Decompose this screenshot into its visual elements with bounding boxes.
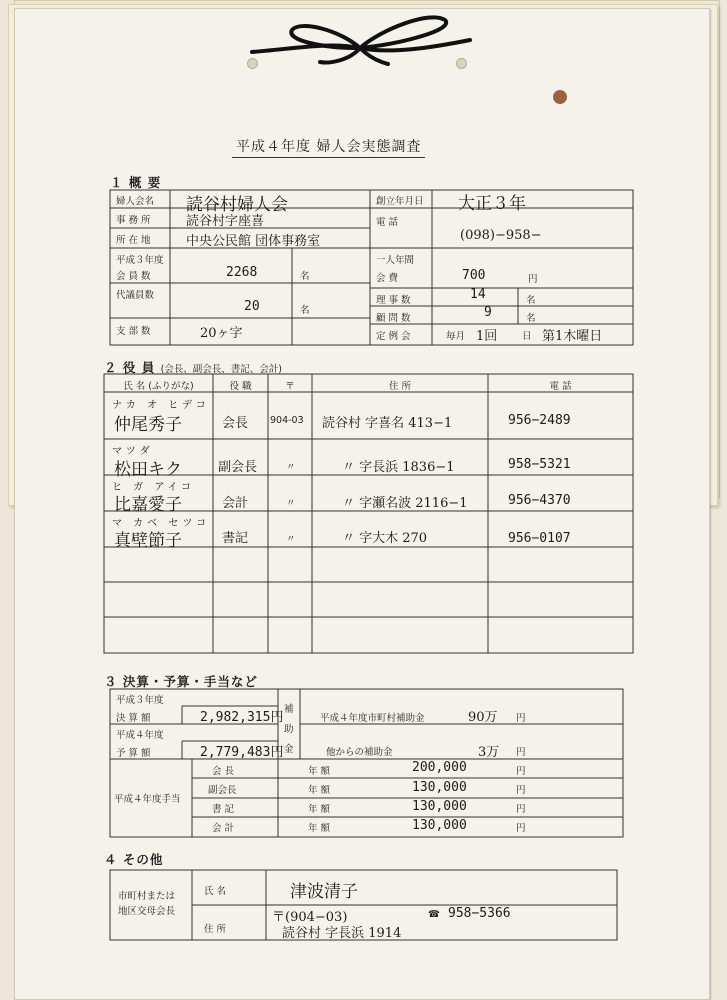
allowance-3-role: 書 記 — [212, 804, 235, 815]
officer-3-address: 〃 字瀬名波 2116−1 — [342, 496, 468, 511]
value-office: 読谷村字座喜 — [186, 214, 265, 229]
value-founded: 大正３年 — [458, 194, 526, 214]
officer-1-role: 会長 — [222, 416, 249, 431]
allowance-4-role: 会 計 — [212, 823, 235, 834]
label-chair-line2: 地区交母会長 — [118, 906, 176, 917]
officer-2-phone: 958−5321 — [508, 457, 571, 472]
label-day: 日 — [522, 331, 532, 342]
label-subsidy-other-yen: 円 — [516, 747, 526, 758]
officer-3-furigana: ヒ ガ アイコ — [112, 482, 196, 493]
label-chair-address: 住 所 — [204, 924, 227, 935]
value-association-name: 読谷村婦人会 — [186, 195, 288, 215]
value-chair-address: 読谷村 字長浜 1914 — [282, 926, 402, 941]
value-advisors: 9 — [484, 305, 492, 320]
officer-2-zip: 〃 — [286, 462, 296, 473]
label-phone: 電 話 — [376, 217, 399, 228]
label-delegates-unit: 名 — [300, 305, 310, 316]
officer-3-role: 会計 — [222, 496, 249, 511]
officer-2-furigana: マツダ — [112, 446, 154, 457]
value-location: 中央公民館 団体事務室 — [186, 234, 321, 249]
label-monthly: 毎月 — [446, 331, 466, 342]
officer-1-address: 読谷村 字喜名 413−1 — [322, 416, 453, 431]
allowance-2-yen: 円 — [516, 785, 526, 796]
label-subsidy-city: 平成４年度市町村補助金 — [320, 713, 425, 724]
allowance-2-role: 副会長 — [208, 785, 237, 796]
allowance-2-amount: 130,000 — [412, 780, 467, 795]
section-heading-officers-sub: (会長、副会長、書記、会計) — [160, 364, 282, 375]
value-chair-zip: 〒(904−03) — [272, 910, 348, 925]
label-subsidy-other: 他からの補助金 — [326, 747, 393, 758]
value-meeting-day: 第1木曜日 — [542, 329, 603, 344]
label-founded: 創立年月日 — [376, 196, 424, 207]
label-subsidy-city-yen: 円 — [516, 713, 526, 724]
label-budget: 予 算 額 — [116, 748, 151, 759]
officer-4-zip: 〃 — [286, 534, 296, 545]
label-meeting: 定 例 会 — [376, 331, 411, 342]
allowance-3-amount: 130,000 — [412, 799, 467, 814]
officer-2-name: 松田キク — [114, 460, 182, 480]
label-delegates: 代議員数 — [116, 290, 155, 301]
label-association-name: 婦人会名 — [116, 196, 155, 207]
officer-1-name: 仲尾秀子 — [114, 415, 182, 435]
officer-3-zip: 〃 — [286, 498, 296, 509]
label-advisors: 顧 問 数 — [376, 313, 411, 324]
section-heading-other: ４ その他 — [104, 852, 164, 867]
officer-1-phone: 956−2489 — [508, 413, 571, 428]
label-chair-name: 氏 名 — [204, 886, 227, 897]
allowance-4-label: 年 額 — [308, 823, 331, 834]
value-directors: 14 — [470, 287, 486, 302]
officer-3-phone: 956−4370 — [508, 493, 571, 508]
allowance-1-label: 年 額 — [308, 766, 331, 777]
allowance-1-role: 会 長 — [212, 766, 235, 777]
officers-header-address: 住 所 — [388, 381, 412, 392]
label-members: 会 員 数 — [116, 271, 151, 282]
officers-header-name: 氏 名 (ふりがな) — [123, 381, 194, 392]
label-annual: 一人年間 — [376, 255, 415, 266]
allowance-3-label: 年 額 — [308, 804, 331, 815]
label-members-unit: 名 — [300, 271, 310, 282]
label-advisors-unit: 名 — [526, 313, 536, 324]
label-branches: 支 部 数 — [116, 326, 151, 337]
label-settlement: 決 算 額 — [116, 713, 151, 724]
section-heading-overview: １ 概 要 — [110, 175, 162, 190]
officer-3-name: 比嘉愛子 — [114, 495, 182, 515]
allowance-1-amount: 200,000 — [412, 760, 467, 775]
value-meeting-times: 1回 — [476, 329, 498, 344]
allowance-2-label: 年 額 — [308, 785, 331, 796]
label-directors-unit: 名 — [526, 295, 536, 306]
label-fee-unit: 円 — [528, 274, 538, 285]
value-budget: 2,779,483円 — [200, 745, 284, 760]
officer-4-address: 〃 字大木 270 — [342, 531, 428, 546]
allowance-4-amount: 130,000 — [412, 818, 467, 833]
section-heading-officers-main: ２ 役 員 — [104, 360, 156, 375]
officer-4-role: 書記 — [222, 531, 249, 546]
value-chair-phone: 958−5366 — [448, 906, 511, 921]
officer-2-address: 〃 字長浜 1836−1 — [342, 460, 455, 475]
label-office: 事 務 所 — [116, 215, 151, 226]
officer-1-furigana: ナカ オ ヒデコ — [112, 400, 210, 411]
allowance-3-yen: 円 — [516, 804, 526, 815]
value-chair-name: 津波清子 — [290, 882, 358, 902]
value-subsidy-other: 3万 — [478, 745, 500, 760]
officers-header-zip: 〒 — [285, 381, 295, 392]
phone-icon: ☎ — [428, 909, 440, 920]
page-title: 平成４年度 婦人会実態調査 — [232, 136, 425, 158]
officer-4-name: 真壁節子 — [114, 531, 182, 551]
value-phone: (098)−958− — [460, 228, 542, 243]
section-heading-finance: ３ 決算・予算・手当など — [104, 674, 258, 689]
label-chair-line1: 市町村または — [118, 891, 176, 902]
value-branches: 20ヶ字 — [200, 326, 243, 341]
value-settlement: 2,982,315円 — [200, 710, 284, 725]
label-year-members: 平成３年度 — [116, 255, 164, 266]
label-location: 所 在 地 — [116, 235, 151, 246]
value-subsidy-city: 90万 — [468, 710, 498, 725]
officers-header-role: 役 職 — [229, 381, 252, 392]
value-fee: 700 — [462, 268, 486, 283]
officers-header-phone: 電 話 — [549, 381, 572, 392]
officer-1-zip: 904-03 — [270, 415, 304, 426]
label-directors: 理 事 数 — [376, 295, 411, 306]
label-fiscal-y4: 平成４年度 — [116, 730, 164, 741]
officer-2-role: 副会長 — [218, 460, 258, 475]
allowance-4-yen: 円 — [516, 823, 526, 834]
label-fiscal-y3: 平成３年度 — [116, 695, 164, 706]
allowance-1-yen: 円 — [516, 766, 526, 777]
value-members: 2268 — [226, 265, 258, 280]
label-allowance: 平成４年度手当 — [114, 794, 181, 805]
label-subsidy-vertical: 補助金 — [284, 704, 294, 755]
officer-4-furigana: マ カベ セツコ — [112, 518, 211, 529]
officer-4-phone: 956−0107 — [508, 531, 571, 546]
value-delegates: 20 — [244, 299, 260, 314]
label-fee: 会 費 — [376, 273, 399, 284]
